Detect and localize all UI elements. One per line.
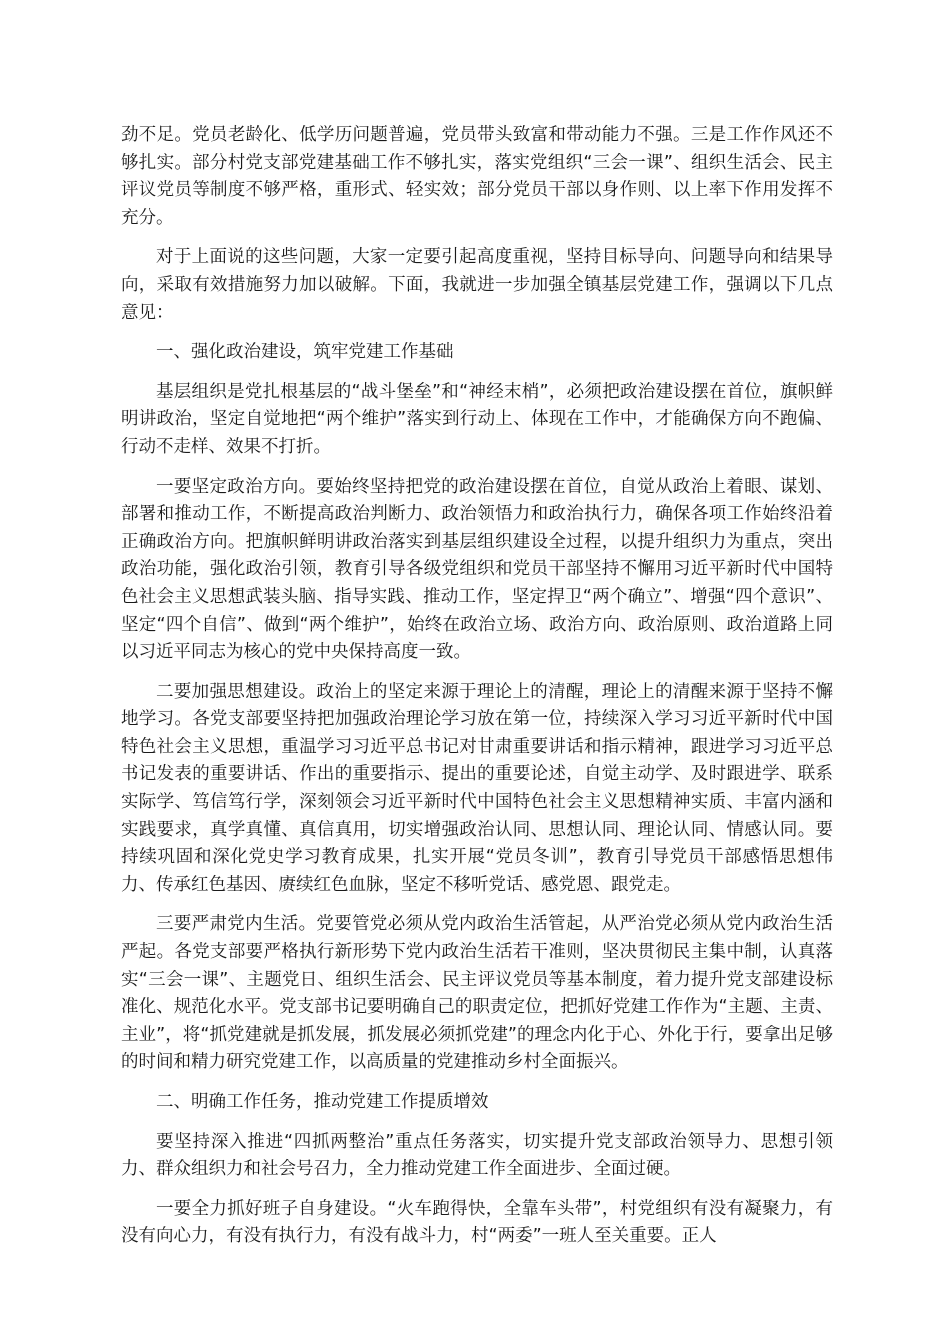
document-page	[121, 122, 833, 1263]
paragraph: 一要坚定政治方向。要始终坚持把党的政治建设摆在首位，自觉从政治上着眼、谋划、部署和推动工作，不断提高政治判断力、政治领悟力和政治执行力，确保各项工作始终沿着正确政治方向。把旗帜鲜明讲政治落实到基层组织建设全过程，以提升组织力为重点，突出政治功能，强化政治引领，教育引导各级党组织和党员干部坚持不懈用习近平新时代中国特色社会主义思想武装头脑、指导实践、推动工作，坚定捍卫“两个确立”、增强“四个意识”、坚定“四个自信”、做到“两个维护”，始终在政治立场、政治方向、政治原则、政治道路上同以习近平同志为核心的党中央保持高度一致。	[121, 476, 833, 663]
paragraph: 劲不足。党员老龄化、低学历问题普遍，党员带头致富和带动能力不强。三是工作作风还不够扎实。部分村党支部党建基础工作不够扎实，落实党组织“三会一课”、组织生活会、民主评议党员等制度不够严格，重形式、轻实效；部分党员干部以身作则、以上率下作用发挥不充分。	[121, 125, 833, 228]
paragraph: 要坚持深入推进“四抓两整治”重点任务落实，切实提升党支部政治领导力、思想引领力、群众组织力和社会号召力，全力推动党建工作全面进步、全面过硬。	[121, 1131, 833, 1180]
paragraph: 二要加强思想建设。政治上的坚定来源于理论上的清醒，理论上的清醒来源于坚持不懈地学习。各党支部要坚持把加强政治理论学习放在第一位，持续深入学习习近平新时代中国特色社会主义思想，重温学习习近平总书记对甘肃重要讲话和指示精神，跟进学习习近平总书记发表的重要讲话、作出的重要指示、提出的重要论述，自觉主动学、及时跟进学、联系实际学、笃信笃行学，深刻领会习近平新时代中国特色社会主义思想精神实质、丰富内涵和实践要求，真学真懂、真信真用，切实增强政治认同、思想认同、理论认同、情感认同。要持续巩固和深化党史学习教育成果，扎实开展“党员冬训”，教育引导党员干部感悟思想伟力、传承红色基因、赓续红色血脉，坚定不移听党话、感党恩、跟党走。	[121, 681, 833, 895]
section-heading: 一、强化政治建设，筑牢党建工作基础	[156, 342, 454, 363]
paragraph: 对于上面说的这些问题，大家一定要引起高度重视，坚持目标导向、问题导向和结果导向，采取有效措施努力加以破解。下面，我就进一步加强全镇基层党建工作，强调以下几点意见：	[121, 247, 833, 323]
section-heading: 二、明确工作任务，推动党建工作提质增效	[156, 1092, 489, 1112]
paragraph: 基层组织是党扎根基层的“战斗堡垒”和“神经末梢”，必须把政治建设摆在首位，旗帜鲜明讲政治，坚定自觉地把“两个维护”落实到行动上、体现在工作中，才能确保方向不跑偏、行动不走样、效果不打折。	[121, 381, 833, 457]
paragraph: 三要严肃党内生活。党要管党必须从党内政治生活管起，从严治党必须从党内政治生活严起。各党支部要严格执行新形势下党内政治生活若干准则，坚决贯彻民主集中制，认真落实“三会一课”、主题党日、组织生活会、民主评议党员等基本制度，着力提升党支部建设标准化、规范化水平。党支部书记要明确自己的职责定位，把抓好党建工作作为“主题、主责、主业”，将“抓党建就是抓发展，抓发展必须抓党建”的理念内化于心、外化于行，要拿出足够的时间和精力研究党建工作，以高质量的党建推动乡村全面振兴。	[121, 914, 833, 1073]
paragraph: 一要全力抓好班子自身建设。“火车跑得快，全靠车头带”，村党组织有没有凝聚力，有没有向心力，有没有执行力，有没有战斗力，村“两委”一班人至关重要。正人	[121, 1198, 833, 1247]
